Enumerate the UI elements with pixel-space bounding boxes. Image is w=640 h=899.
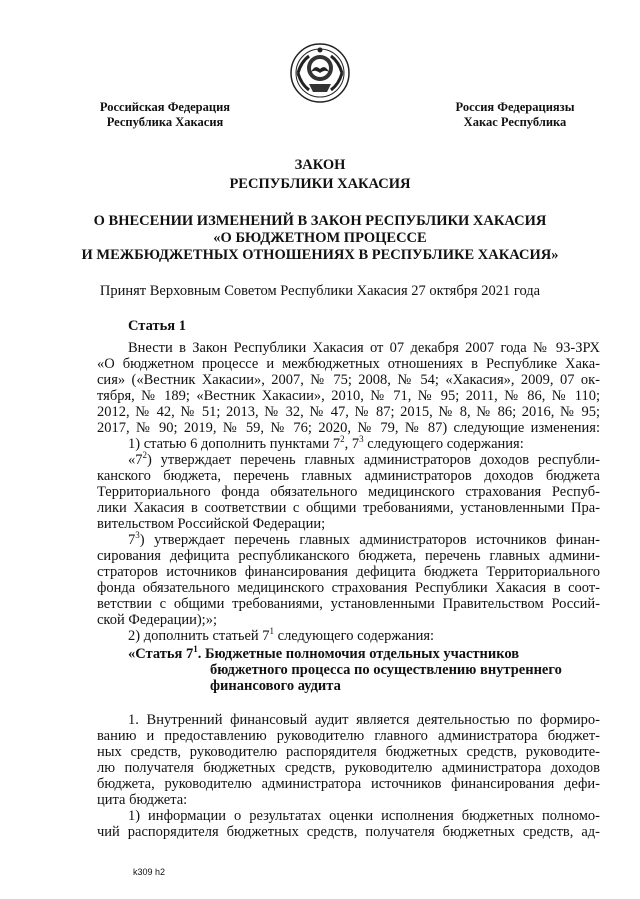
body-line: вительством Российской Федерации; — [97, 516, 326, 532]
article-7-1-heading: «Статья $7^1$. Бюджетные полномочия отдельных участников — [128, 644, 520, 662]
header-left — [90, 100, 240, 130]
body-line: ской Федерации);»; — [97, 612, 217, 628]
body-line: ветствии с общими требованиями, установленными Правительством Россий- — [97, 596, 600, 612]
item-1-line: 1) статью 6 дополнить пунктами $7^2$, $7^3$ следующего содержания: — [128, 434, 524, 452]
subject-line-1: О ВНЕСЕНИИ ИЗМЕНЕНИЙ В ЗАКОН РЕСПУБЛИКИ ХАКАСИЯ — [93, 213, 547, 229]
body-line: 2017, № 90; 2019, № 59, № 76; 2020, № 79, № 87) следующие изменения: — [97, 420, 600, 436]
body-line: тября, № 189; «Вестник Хакасии», 2010, № 71, № 95; 2011, № 86, № 110; — [97, 388, 600, 404]
coat-of-arms-emblem — [289, 42, 351, 104]
header-left-republic: Республика Хакасия — [106, 115, 224, 129]
article-7-1-heading-cont: финансового аудита — [210, 678, 341, 694]
header-left-country: Российская Федерация — [99, 100, 231, 114]
clause-7-2-line: «$7^2$) утверждает перечень главных администраторов доходов республи- — [128, 450, 600, 468]
body-line: страторов источников финансирования дефицита бюджета Территориального — [97, 564, 600, 580]
article-heading: Статья 1 — [128, 318, 186, 334]
body-line: «О бюджетном процессе и межбюджетных отношениях в Республике Хака- — [97, 356, 600, 372]
doc-issuer-title: РЕСПУБЛИКИ ХАКАСИЯ — [229, 176, 411, 192]
body-line: лики Хакасия в соответствии с общими требованиями, установленными Пра- — [97, 500, 600, 516]
body-line: сирования дефицита республиканского бюджета, перечень главных админи- — [97, 548, 600, 564]
subject-line-3: И МЕЖБЮДЖЕТНЫХ ОТНОШЕНИЯХ В РЕСПУБЛИКЕ ХАКАСИЯ» — [81, 247, 559, 263]
header-right-republic: Хакас Республика — [463, 115, 567, 129]
body-line: 2012, № 42, № 51; 2013, № 32, № 47, № 87; 2015, № 8, № 86; 2016, № 95; — [97, 404, 600, 420]
body-line: фонда обязательного медицинского страхования Республики Хакасия в соот- — [97, 580, 600, 596]
body-line: ных средств, руководителю распорядителя бюджетных средств, руководите- — [97, 744, 600, 760]
subject-line-2: «О БЮДЖЕТНОМ ПРОЦЕССЕ — [213, 230, 427, 246]
item-2-line: 2) дополнить статьей $7^1$ следующего содержания: — [128, 626, 435, 644]
body-line: ванию и предоставлению руководителю главного администратора бюджет- — [97, 728, 600, 744]
header-right-country: Россия Федерациязы — [455, 100, 575, 114]
body-line: цита бюджета: — [97, 792, 188, 808]
body-line: Территориального фонда обязательного медицинского страхования Респуб- — [97, 484, 600, 500]
body-line: чий распорядителя бюджетных средств, получателя бюджетных средств, ад- — [97, 824, 600, 840]
body-line: 1) информации о результатах оценки исполнения бюджетных полномо- — [128, 808, 600, 824]
header-right — [440, 100, 590, 130]
body-line: Внести в Закон Республики Хакасия от 07 декабря 2007 года № 93-ЗРХ — [128, 340, 600, 356]
clause-7-3-line: $7^3$) утверждает перечень главных администраторов источников финан- — [128, 530, 600, 548]
body-line: бюджета, руководителю администратора источников финансирования дефи- — [97, 776, 600, 792]
footer-code: k309 h2 — [133, 867, 166, 877]
body-line: канского бюджета, перечень главных администраторов доходов бюджета — [97, 468, 600, 484]
body-line: лю получателя бюджетных средств, руководителю администратора доходов — [97, 760, 600, 776]
body-line: сия» («Вестник Хакасии», 2007, № 75; 2008, № 54; «Хакасия», 2009, 07 ок- — [97, 372, 600, 388]
article-7-1-heading-cont: бюджетного процесса по осуществлению внутреннего — [210, 662, 562, 678]
adoption-note: Принят Верховным Советом Республики Хакасия 27 октября 2021 года — [99, 283, 541, 299]
doc-type-title: ЗАКОН — [294, 157, 346, 173]
body-line: 1. Внутренний финансовый аудит является деятельностью по формиро- — [128, 712, 600, 728]
